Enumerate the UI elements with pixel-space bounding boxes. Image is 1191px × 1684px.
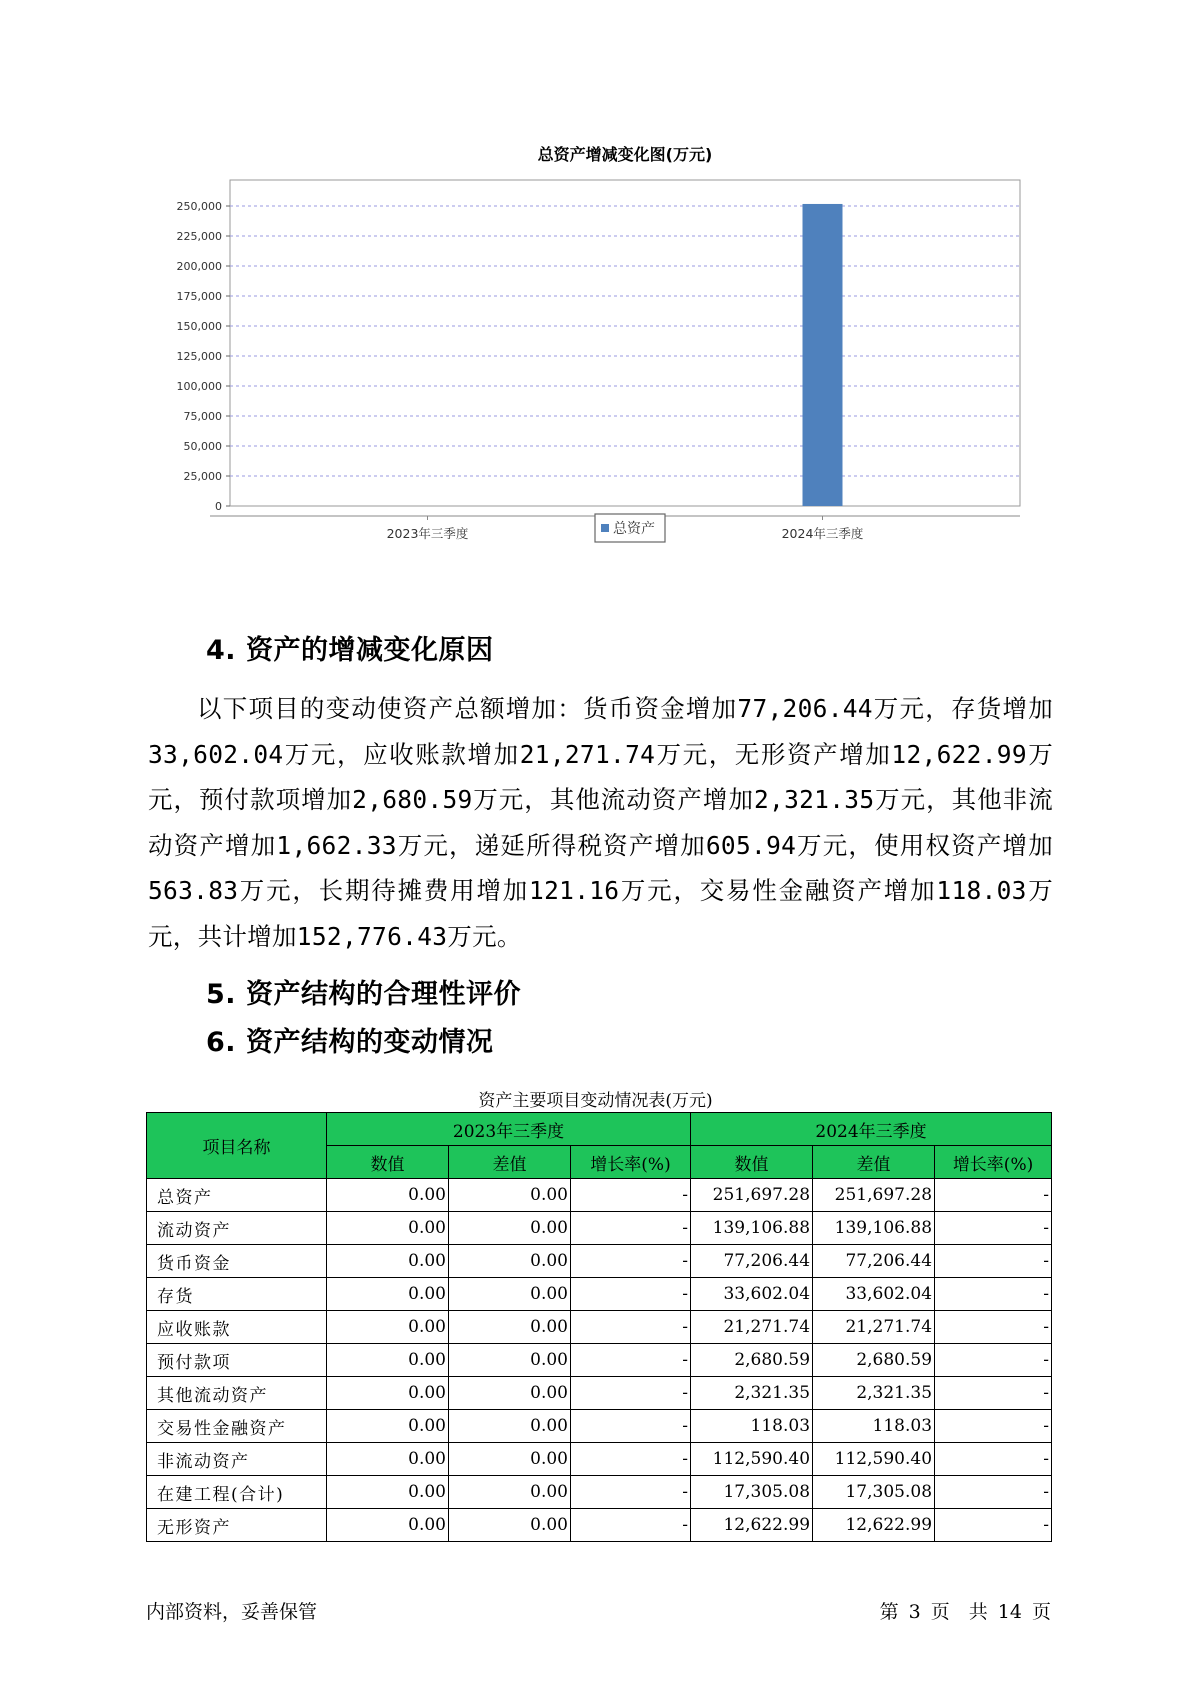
- table-row: [147, 1509, 1052, 1542]
- bar-2: [803, 204, 843, 506]
- row-name: 应收账款: [147, 1311, 327, 1344]
- row-name: 流动资产: [147, 1212, 327, 1245]
- row-b-diff: 12,622.99: [813, 1509, 935, 1542]
- row-a-value: 0.00: [327, 1245, 449, 1278]
- row-name: 无形资产: [147, 1509, 327, 1542]
- row-b-rate: -: [935, 1344, 1052, 1377]
- section6-heading: 6. 资产结构的变动情况: [206, 1027, 494, 1058]
- row-a-value: 0.00: [327, 1179, 449, 1212]
- plot-area: [230, 180, 1020, 506]
- y-tick-label: 0: [215, 500, 222, 513]
- y-tick-label: 50,000: [183, 440, 222, 453]
- row-a-value: 0.00: [327, 1344, 449, 1377]
- table-row: [147, 1311, 1052, 1344]
- y-tick-label: 225,000: [176, 230, 222, 243]
- row-b-rate: -: [935, 1212, 1052, 1245]
- table-row: [147, 1245, 1052, 1278]
- row-a-rate: -: [571, 1443, 691, 1476]
- row-b-value: 112,590.40: [691, 1443, 813, 1476]
- row-a-rate: -: [571, 1245, 691, 1278]
- row-b-value: 139,106.88: [691, 1212, 813, 1245]
- table-row: [147, 1377, 1052, 1410]
- table-row: [147, 1344, 1052, 1377]
- row-name: 总资产: [147, 1179, 327, 1212]
- chart-svg: [160, 140, 1030, 600]
- row-b-diff: 112,590.40: [813, 1443, 935, 1476]
- y-tick-label: 100,000: [176, 380, 222, 393]
- row-b-diff: 2,680.59: [813, 1344, 935, 1377]
- row-name: 其他流动资产: [147, 1377, 327, 1410]
- row-a-rate: -: [571, 1344, 691, 1377]
- row-name: 在建工程(合计): [147, 1476, 327, 1509]
- row-a-diff: 0.00: [449, 1311, 571, 1344]
- row-a-value: 0.00: [327, 1476, 449, 1509]
- row-a-value: 0.00: [327, 1443, 449, 1476]
- table-row: [147, 1443, 1052, 1476]
- header-diff-2023: 差值: [449, 1146, 571, 1179]
- row-a-value: 0.00: [327, 1278, 449, 1311]
- row-b-diff: 77,206.44: [813, 1245, 935, 1278]
- asset-change-table: [146, 1112, 1052, 1542]
- legend-label: 总资产: [613, 521, 655, 537]
- row-b-value: 251,697.28: [691, 1179, 813, 1212]
- row-a-value: 0.00: [327, 1410, 449, 1443]
- table-row: [147, 1410, 1052, 1443]
- row-b-rate: -: [935, 1179, 1052, 1212]
- row-a-diff: 0.00: [449, 1377, 571, 1410]
- row-b-diff: 17,305.08: [813, 1476, 935, 1509]
- row-b-value: 2,321.35: [691, 1377, 813, 1410]
- row-a-diff: 0.00: [449, 1212, 571, 1245]
- row-b-diff: 21,271.74: [813, 1311, 935, 1344]
- section4-paragraph: 以下项目的变动使资产总额增加：货币资金增加77,206.44万元，存货增加33,602.04万元，应收账款增加21,271.74万元，无形资产增加12,622.99万元，预付款项增加2,680.59万元，其他流动资产增加2,321.35万元，其他非流动资产增加1,662.33万元，递延所得税资产增加605.94万元，使用权资产增加563.83万元，长期待摊费用增加121.16万元，交易性金融资产增加118.03万元，共计增加152,776.43万元。: [148, 694, 1053, 951]
- row-a-diff: 0.00: [449, 1443, 571, 1476]
- y-tick-label: 250,000: [176, 200, 222, 213]
- section4-heading: 4. 资产的增减变化原因: [206, 635, 494, 666]
- row-a-diff: 0.00: [449, 1245, 571, 1278]
- row-a-diff: 0.00: [449, 1509, 571, 1542]
- table-caption: 资产主要项目变动情况表(万元): [478, 1091, 713, 1111]
- row-name: 存货: [147, 1278, 327, 1311]
- row-b-rate: -: [935, 1311, 1052, 1344]
- row-b-rate: -: [935, 1443, 1052, 1476]
- row-b-value: 33,602.04: [691, 1278, 813, 1311]
- row-b-rate: -: [935, 1476, 1052, 1509]
- row-a-value: 0.00: [327, 1311, 449, 1344]
- footer-page-number: 第 3 页 共 14 页: [879, 1601, 1051, 1623]
- row-name: 非流动资产: [147, 1443, 327, 1476]
- header-value-2024: 数值: [691, 1146, 813, 1179]
- row-b-diff: 251,697.28: [813, 1179, 935, 1212]
- row-a-rate: -: [571, 1179, 691, 1212]
- row-b-rate: -: [935, 1410, 1052, 1443]
- row-b-rate: -: [935, 1509, 1052, 1542]
- row-b-value: 2,680.59: [691, 1344, 813, 1377]
- y-tick-label: 125,000: [176, 350, 222, 363]
- header-value-2023: 数值: [327, 1146, 449, 1179]
- row-b-value: 118.03: [691, 1410, 813, 1443]
- row-a-value: 0.00: [327, 1212, 449, 1245]
- y-tick-label: 175,000: [176, 290, 222, 303]
- table-row: [147, 1476, 1052, 1509]
- row-a-rate: -: [571, 1212, 691, 1245]
- row-a-diff: 0.00: [449, 1476, 571, 1509]
- header-period-2023: 2023年三季度: [327, 1113, 691, 1146]
- header-period-2024: 2024年三季度: [691, 1113, 1052, 1146]
- row-b-diff: 139,106.88: [813, 1212, 935, 1245]
- table-row: [147, 1278, 1052, 1311]
- row-a-value: 0.00: [327, 1509, 449, 1542]
- row-a-diff: 0.00: [449, 1344, 571, 1377]
- row-a-rate: -: [571, 1509, 691, 1542]
- row-a-diff: 0.00: [449, 1278, 571, 1311]
- x-tick-label: 2023年三季度: [386, 526, 469, 541]
- row-name: 货币资金: [147, 1245, 327, 1278]
- row-b-value: 17,305.08: [691, 1476, 813, 1509]
- row-name: 交易性金融资产: [147, 1410, 327, 1443]
- footer-confidential-note: 内部资料，妥善保管: [146, 1601, 318, 1623]
- row-b-rate: -: [935, 1278, 1052, 1311]
- row-name: 预付款项: [147, 1344, 327, 1377]
- table-row: [147, 1212, 1052, 1245]
- row-a-rate: -: [571, 1377, 691, 1410]
- row-b-value: 77,206.44: [691, 1245, 813, 1278]
- row-a-rate: -: [571, 1311, 691, 1344]
- legend-swatch: [601, 524, 609, 532]
- header-diff-2024: 差值: [813, 1146, 935, 1179]
- header-rate-2024: 增长率(%): [935, 1146, 1052, 1179]
- row-b-rate: -: [935, 1377, 1052, 1410]
- table-row: [147, 1179, 1052, 1212]
- row-a-rate: -: [571, 1476, 691, 1509]
- row-a-rate: -: [571, 1410, 691, 1443]
- row-b-value: 21,271.74: [691, 1311, 813, 1344]
- row-b-diff: 33,602.04: [813, 1278, 935, 1311]
- x-tick-label: 2024年三季度: [781, 526, 864, 541]
- row-a-value: 0.00: [327, 1377, 449, 1410]
- row-a-rate: -: [571, 1278, 691, 1311]
- row-b-diff: 2,321.35: [813, 1377, 935, 1410]
- y-tick-label: 75,000: [183, 410, 222, 423]
- header-item-name: 项目名称: [147, 1113, 327, 1179]
- total-assets-chart: [160, 140, 1030, 600]
- row-a-diff: 0.00: [449, 1410, 571, 1443]
- y-tick-label: 25,000: [183, 470, 222, 483]
- y-tick-label: 150,000: [176, 320, 222, 333]
- row-b-value: 12,622.99: [691, 1509, 813, 1542]
- chart-title: 总资产增减变化图(万元): [537, 145, 713, 164]
- row-a-diff: 0.00: [449, 1179, 571, 1212]
- section5-heading: 5. 资产结构的合理性评价: [206, 979, 521, 1010]
- header-rate-2023: 增长率(%): [571, 1146, 691, 1179]
- row-b-diff: 118.03: [813, 1410, 935, 1443]
- y-tick-label: 200,000: [176, 260, 222, 273]
- row-b-rate: -: [935, 1245, 1052, 1278]
